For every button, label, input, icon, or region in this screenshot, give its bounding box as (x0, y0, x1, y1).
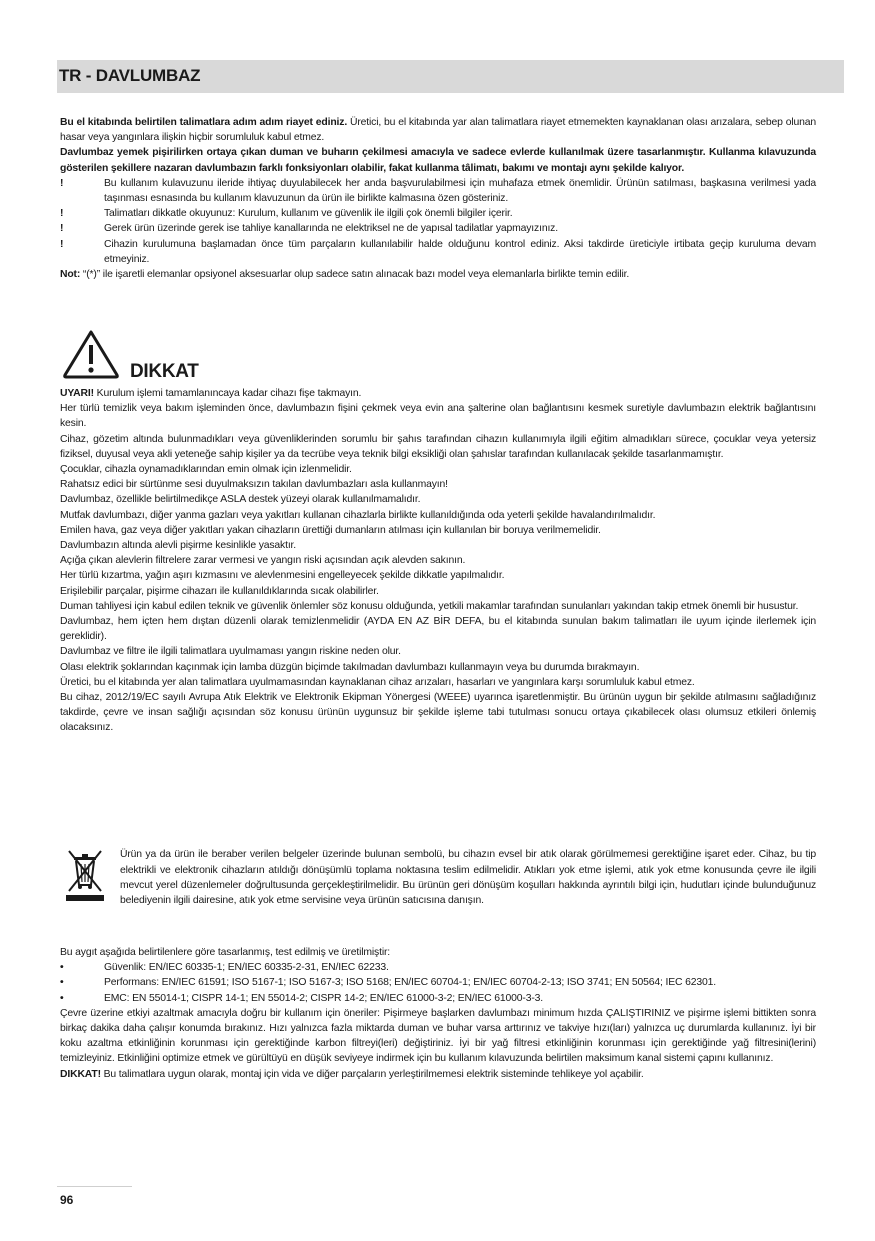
section-title: TR - DAVLUMBAZ (59, 66, 201, 85)
standards-intro: Bu aygıt aşağıda belirtilenlere göre tasarlanmış, test edilmiş ve üretilmiştir: (60, 947, 391, 958)
bullet-dot: • (60, 962, 64, 974)
intro-paragraph-1 (60, 115, 816, 145)
weee-text: Ürün ya da ürün ile beraber verilen belgeler üzerinde bulunan sembolü, bu cihazın evsel bir atık olarak görülmemesi gerektiğine işaret eder. Cihaz, bu tip elektrikli ve elektronik cihazların atıldığı dönüşümlü toplama noktasına teslim edilmelidir. Atıkları yok etme işlemi, atık yok etme konusunda çevre ile ilgili mevcut yerel düzenlemeler doğrultusunda gerçekleştirilmelidir. Bu ürünün geri dönüşüm koşulları hakkında ayrıntılı bilgi için, hudutları içinde bulunduğunuz belediyenin ilgili dairesine, atık yok etme servisine veya ürünün satıcısına danışın. (120, 849, 816, 906)
warning-paragraph: Çocuklar, cihazla oynamadıklarından emin olmak için izlenmelidir. (60, 464, 352, 476)
warning-paragraph: Davlumbazın altında alevli pişirme kesinlikle yasaktır. (60, 540, 297, 552)
warning-paragraph: Her türlü kızartma, yağın aşırı kızmasını ve alevlenmesini engelleyecek şekilde dikkatle yapılmalıdır. (60, 570, 505, 582)
environment-recommendations: Çevre üzerine etkiyi azaltmak amacıyla doğru bir kullanım için öneriler: Pişirmeye başlarken davlumbazı minimum hızda ÇALIŞTIRINIZ ve pişirme işlemi bittikten sonra birkaç dakika daha çalışır konumda bırakınız. Hızı yalnızca fazla miktarda duman ve buhar varsa arttırınız ve takviye hızı(ları) yalnızca uç durumlarda kullanınız. İyi bir koku azaltma etkinliğinin korunması için gerektiğinde karbon filtreyi(leri) değiştiriniz. İyi bir yağ filtresi etkinliğinin korunması için gerektiğinde yağ filtresini(lerini) temizleyiniz. Etkinliğini optimize etmek ve gürültüyü en düşük seviyeye indirmek için bu kullanım kılavuzunda belirtilen maksimum kanal sistemi çapını kullanınız. (60, 1007, 816, 1065)
warning-paragraph: Davlumbaz, hem içten hem dıştan düzenli olarak temizlenmelidir (AYDA EN AZ BİR DEFA, bu el kitabında sunulan bakım talimatları ile uyum içinde ilerlemek için gereklidir). (60, 616, 816, 643)
warning-paragraph: Rahatsız edici bir sürtünme sesi duyulmaksızın takılan davlumbazları asla kullanmayın! (60, 479, 448, 491)
exclamation-mark: ! (60, 223, 64, 235)
warning-paragraph: Bu cihaz, 2012/19/EC sayılı Avrupa Atık Elektrik ve Elektronik Ekipman Yönergesi (WEEE) uyarınca işaretlenmiştir. Bu ürünün uygun bir şekilde atılmasını sağladığınız takdirde, çevre ve insan sağlığı açısından söz konusu ürünün uygunsuz bir şekilde işleme tabi tutulması sonucu ortaya çıkabilecek olası olumsuz etkileri önlemiş olacaksınız. (60, 692, 816, 734)
intro-paragraph-2 (60, 145, 816, 175)
weee-section (60, 837, 816, 919)
warning-paragraph: Davlumbaz, özellikle belirtilmedikçe ASLA destek yüzeyi olarak kullanılmamalıdır. (60, 494, 421, 506)
intro-bullet (60, 221, 816, 236)
intro-bullet (60, 237, 816, 267)
bullet-dot: • (60, 992, 64, 1004)
exclamation-mark: ! (60, 177, 64, 189)
crossed-out-bin-icon (64, 845, 106, 901)
standards-item (60, 960, 816, 975)
intro-lead-text: Üretici, bu el kitabında yar alan talimatlara riayet etmemekten kaynaklanan olası arızalara, sebep olunan hasar veya yangınlara ilişkin hiçbir sorumluluk kabul etmez. (60, 117, 816, 144)
warning-paragraph: Olası elektrik şoklarından kaçınmak için lamba düzgün biçimde takılmadan davlumbazı kullanmayın veya bu durumda bırakmayın. (60, 661, 640, 673)
warning-title: DIKKAT (130, 361, 199, 382)
final-warning-text: Bu talimatlara uygun olarak, montaj için vida ve diğer parçaların yerleştirilmemesi elektrik sisteminde tehlikeye yol açabilir. (100, 1068, 644, 1080)
note-label: Not: (60, 269, 81, 281)
standards-section (60, 945, 816, 1082)
intro-bullet-text: Bu kullanım kulavuzunu ileride ihtiyaç duyulabilecek her anda başvurulabilmesi için muhafaza etmek önemlidir. Ürünün satılması, başkasına verilmesi yada taşınması esnasında bu kullanım klavuzunun da ürün ile birlikte kalmasına özen gösteriniz. (104, 177, 816, 205)
warning-paragraph: Cihaz, gözetim altında bulunmadıkları veya güvenliklerinden sorumlu bir şahıs tarafından cihazın kullanımıyla ilgili eğitim almadıkları sürece, çocuklar veya yetersiz fiziksel, duyusal veya akli yeteneğe sahip kişiler ya da tecrübe veya teknik bilgi eksikliği olan şahıslar tarafından kullanılacak şekilde tasarlanmamıştır. (60, 433, 816, 460)
warning-paragraph: Her türlü temizlik veya bakım işleminden önce, davlumbazın fişini çekmek veya evin ana şalterine olan bağlantısını kesmek suretiyle davlumbazın elektrik bağlantısını kesin. (60, 403, 816, 430)
final-warning (60, 1067, 816, 1082)
intro-bullet (60, 176, 816, 206)
intro-bullet-text: Gerek ürün üzerinde gerek ise tahliye kanallarında ne elektriksel ne de yapısal tadilatlar yapmayızınız. (104, 223, 558, 235)
section-header (57, 60, 844, 93)
exclamation-mark: ! (60, 238, 64, 250)
intro-purpose-bold: Davlumbaz yemek pişirilirken ortaya çıkan duman ve buharın çekilmesi amacıyla ve sadece evlerde kullanılmak üzere tasarlanmıştır. Kullanma kılavuzunda gösterilen şekillere nazaran davlumbazın farklı fonksiyonları olabilir, fakat kullanma tâlimatı, bakımı ve montajı aynı şekilde kalıyor. (60, 147, 816, 174)
warning-paragraph: Mutfak davlumbazı, diğer yanma gazları veya yakıtları kullanan cihazlarla birlikte kullanıldığında oda yeterli şekilde havalandırılmalıdır. (60, 509, 656, 521)
uyari-label: UYARI! (60, 388, 94, 399)
standards-item-text: EMC: EN 55014-1; CISPR 14-1; EN 55014-2; CISPR 14-2; EN/IEC 61000-3-2; EN/IEC 61000-3-3. (104, 992, 544, 1004)
warning-paragraph: Emilen hava, gaz veya diğer yakıtları yakan cihazların ürettiği dumanların atılması için kullanılan bir boruya verilmemelidir. (60, 524, 601, 536)
intro-bullet-text: Talimatları dikkatle okuyunuz: Kurulum, kullanım ve güvenlik ile ilgili çok önemli bilgiler içerir. (104, 208, 513, 220)
uyari-line (60, 386, 816, 401)
footer-divider (57, 1186, 132, 1187)
warning-paragraph: Duman tahliyesi için kabul edilen teknik ve güvenlik önlemler söz konusu olduğunda, yetkili makamlar tarafından sunulanları yakından takip etmek önemli bir husustur. (60, 600, 799, 612)
standards-item (60, 991, 816, 1006)
intro-section (60, 115, 816, 282)
bullet-dot: • (60, 977, 64, 989)
standards-item (60, 975, 816, 990)
warning-paragraph: Üretici, bu el kitabında yer alan talimatlara uyulmamasından kaynaklanan cihaz arızaları, hasarları ve yangınlara karşı sorumluluk kabul etmez. (60, 676, 695, 688)
intro-bullet (60, 206, 816, 221)
uyari-text: Kurulum işlemi tamamlanıncaya kadar cihazı fişe takmayın. (93, 388, 362, 399)
final-warning-label: DIKKAT! (60, 1068, 101, 1080)
warning-section (60, 386, 816, 736)
note-text: “(*)” ile işaretli elemanlar opsiyonel aksesuarlar olup sadece satın alınacak bazı model veya elemanlarla birlikte temin edilir. (80, 269, 630, 281)
warning-paragraph: Erişilebilir parçalar, pişirme cihazarı ile kullanıldıklarında sıcak olabilirler. (60, 585, 379, 597)
standards-item-text: Performans: EN/IEC 61591; ISO 5167-1; ISO 5167-3; ISO 5168; EN/IEC 60704-1; EN/IEC 60704-2-13; ISO 3741; EN 50564; IEC 62301. (104, 977, 716, 989)
standards-item-text: Güvenlik: EN/IEC 60335-1; EN/IEC 60335-2-31, EN/IEC 62233. (104, 962, 389, 974)
intro-note (60, 267, 816, 282)
warning-paragraph: Davlumbaz ve filtre ile ilgili talimatlara uyulmaması yangın riskine neden olur. (60, 646, 401, 658)
warning-paragraph: Açığa çıkan alevlerin filtrelere zarar vermesi ve yangın riski açısından açık alevden sakının. (60, 555, 466, 567)
intro-bullet-text: Cihazin kurulumuna başlamadan önce tüm parçaların kullanılabilir halde olduğunu kontrol ediniz. Aksi takdirde üreticiyle irtibata geçip kuruluma devam etmeyiniz. (104, 238, 816, 265)
intro-lead-bold: Bu el kitabında belirtilen talimatlara adım adım riayet ediniz. (60, 117, 348, 128)
exclamation-mark: ! (60, 208, 64, 220)
warning-triangle-icon (60, 328, 122, 380)
page-number: 96 (60, 1193, 74, 1207)
